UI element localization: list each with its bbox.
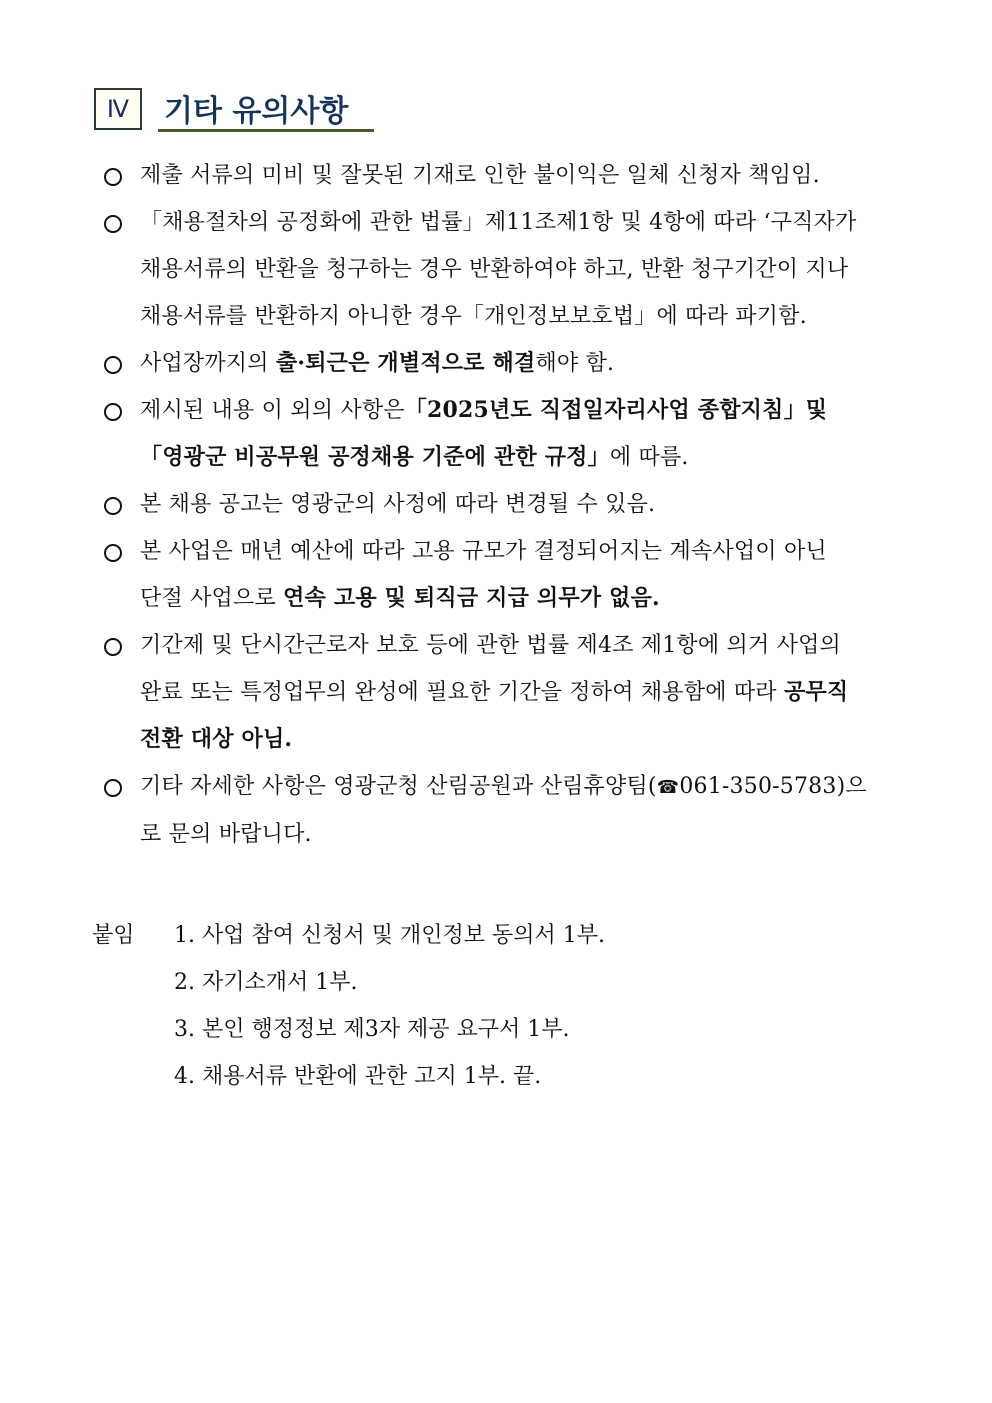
attachment-item: 1. 사업 참여 신청서 및 개인정보 동의서 1부. [174,923,605,948]
attachment-item: 2. 자기소개서 1부. [174,970,358,995]
circle-bullet-icon [104,403,122,421]
emphasis-text: 「영광군 비공무원 공정채용 기준에 관한 규정」 [140,444,610,470]
notice-line [140,340,932,387]
notice-text: 제출 서류의 미비 및 잘못된 기재로 인한 불이익은 일체 신청자 책임임. [140,163,820,188]
notice-line [140,622,932,669]
notice-text: 에 따름. [609,445,689,470]
notice-line [140,716,932,763]
section-number-box [94,88,142,130]
notice-line [140,481,932,528]
notice-item [102,152,932,199]
notice-text: 로 문의 바랍니다. [140,822,312,847]
notice-text: 채용서류의 반환을 청구하는 경우 반환하여야 하고, 반환 청구기간이 지나 [140,257,849,282]
attachment-item: 3. 본인 행정정보 제3자 제공 요구서 1부. [174,1017,570,1042]
notice-item [102,763,932,858]
notice-line [140,387,932,434]
notice-text: 「채용절차의 공정화에 관한 법률」제11조제1항 및 4항에 따라 ‘구직자가 [140,210,857,235]
circle-bullet-icon [104,638,122,656]
notice-item [102,481,932,528]
emphasis-text: 「2025년도 직접일자리사업 종합지침」및 [404,397,828,423]
notice-item [102,528,932,622]
notice-text: 완료 또는 특정업무의 완성에 필요한 기간을 정하여 채용함에 따라 [140,680,784,705]
emphasis-text: 연속 고용 및 퇴직금 지급 의무가 없음. [283,585,660,611]
section-title: 기타 유의사항 [164,94,349,129]
notice-text: 기타 자세한 사항은 영광군청 산림공원과 산림휴양팀( [140,774,657,799]
notice-text: 061-350-5783)으 [679,774,867,799]
notice-text: 본 사업은 매년 예산에 따라 고용 규모가 결정되어지는 계속사업이 아닌 [140,539,827,564]
attachments-list [174,912,605,1100]
notice-line [140,434,932,481]
notice-line [140,152,932,199]
emphasis-text: 공무직 [783,679,849,705]
notice-line [140,811,932,858]
notice-line [140,669,932,716]
notice-item [102,340,932,387]
emphasis-text: 전환 대상 아님. [140,726,293,752]
notice-line [140,763,932,811]
circle-bullet-icon [104,497,122,515]
section-title-underline [158,88,374,132]
notice-item [102,387,932,481]
circle-bullet-icon [104,779,122,797]
notice-line [140,293,932,340]
notice-item [102,199,932,340]
notice-text: 채용서류를 반환하지 아니한 경우「개인정보보호법」에 따라 파기함. [140,304,807,329]
attachments-label: 붙임 [92,923,135,948]
notice-line [140,246,932,293]
circle-bullet-icon [104,544,122,562]
notice-text: 해야 함. [535,351,615,376]
circle-bullet-icon [104,215,122,233]
circle-bullet-icon [104,168,122,186]
notice-text: 사업장까지의 [140,351,276,376]
phone-icon: ☎ [656,777,680,798]
emphasis-text: 출·퇴근은 개별적으로 해결 [275,350,536,376]
attachment-item: 4. 채용서류 반환에 관한 고지 1부. 끝. [174,1064,542,1089]
notice-list [102,152,932,858]
notice-text: 기간제 및 단시간근로자 보호 등에 관한 법률 제4조 제1항에 의거 사업의 [140,633,841,658]
notice-text: 단절 사업으로 [140,586,284,611]
notice-line [140,199,932,246]
notice-item [102,622,932,763]
notice-line [140,575,932,622]
notice-text: 본 채용 공고는 영광군의 사정에 따라 변경될 수 있음. [140,492,656,517]
circle-bullet-icon [104,356,122,374]
section-number: Ⅳ [106,96,130,123]
notice-text: 제시된 내용 이 외의 사항은 [140,398,405,423]
notice-line [140,528,932,575]
